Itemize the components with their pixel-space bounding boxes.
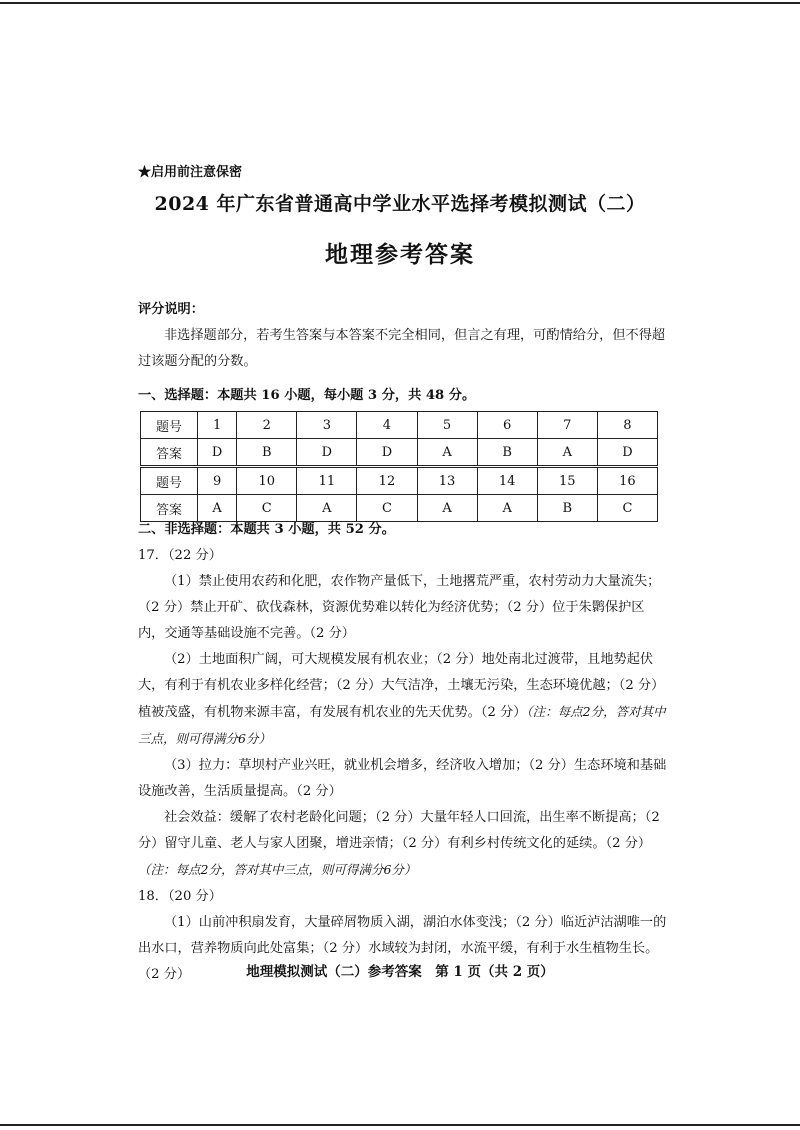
q18-label: 18．（20 分） bbox=[138, 889, 222, 904]
answer-cell: A bbox=[417, 439, 477, 467]
section1-heading: 一、选择题：本题共 16 小题，每小题 3 分，共 48 分。 bbox=[138, 388, 476, 403]
answer-cell: B bbox=[537, 495, 597, 522]
top-border-line bbox=[0, 2, 800, 4]
answer-cell: A bbox=[417, 495, 477, 522]
q18-part1: （1）山前冲积扇发育，大量碎屑物质入湖，湖泊水体变浅；（2 分）临近泸沽湖唯一的出水口，营养物质向此处富集；（2 分）水域较为封闭，水流平缓，有利于水生植物生长。（2 分） bbox=[138, 915, 667, 982]
answer-cell: C bbox=[357, 495, 417, 522]
question-number: 3 bbox=[297, 412, 357, 439]
row-label-number: 题号 bbox=[141, 412, 198, 439]
question-number: 12 bbox=[357, 467, 417, 495]
question-number: 9 bbox=[198, 467, 237, 495]
q17-part3: （3）拉力：草坝村产业兴旺，就业机会增多，经济收入增加；（2 分）生态环境和基础设施改善，生活质量提高。（2 分） bbox=[138, 758, 667, 799]
question-number: 15 bbox=[537, 467, 597, 495]
q17-part2-note: （注：每点2分，答对其中三点，则可得满分6分） bbox=[138, 704, 666, 746]
question-number: 4 bbox=[357, 412, 417, 439]
question-number: 16 bbox=[597, 467, 657, 495]
answer-cell: A bbox=[297, 495, 357, 522]
exam-title: 2024 年广东省普通高中学业水平选择考模拟测试（二） bbox=[154, 193, 646, 215]
q17-social-text: 社会效益：缓解了农村老龄化问题；（2 分）大量年轻人口回流，出生率不断提高；（2 分）留守儿童、老人与家人团聚，增进亲情；（2 分）有利乡村传统文化的延续。（2 分） bbox=[138, 810, 660, 851]
question-number: 8 bbox=[597, 412, 657, 439]
question-number: 5 bbox=[417, 412, 477, 439]
question-number: 1 bbox=[198, 412, 237, 439]
question-number: 6 bbox=[477, 412, 537, 439]
section2-heading: 二、非选择题：本题共 3 小题，共 52 分。 bbox=[138, 522, 395, 537]
answer-key-title: 地理参考答案 bbox=[325, 241, 475, 268]
answer-cell: B bbox=[477, 439, 537, 467]
question-number: 13 bbox=[417, 467, 477, 495]
q17-part2 bbox=[138, 647, 670, 753]
answer-cell: D bbox=[357, 439, 417, 467]
answer-cell: C bbox=[597, 495, 657, 522]
table-row bbox=[141, 439, 658, 467]
row-label-answer: 答案 bbox=[141, 439, 198, 467]
answer-cell: D bbox=[297, 439, 357, 467]
q17-part1: （1）禁止使用农药和化肥，农作物产量低下，土地撂荒严重，农村劳动力大量流失；（2 分）禁止开矿、砍伐森林，资源优势难以转化为经济优势；（2 分）位于朱鹮保护区内，交通等基础设施不完善。（2 分） bbox=[138, 574, 661, 641]
answer-cell: A bbox=[537, 439, 597, 467]
scoring-note-block bbox=[138, 297, 670, 375]
section2-block bbox=[138, 517, 670, 988]
answer-table bbox=[140, 411, 658, 522]
answer-cell: A bbox=[477, 495, 537, 522]
row-label-answer: 答案 bbox=[141, 495, 198, 522]
page-footer: 地理模拟测试（二）参考答案 第 1 页（共 2 页） bbox=[246, 964, 554, 980]
answer-cell: B bbox=[237, 439, 297, 467]
q17-part2-text: （2）土地面积广阔，可大规模发展有机农业；（2 分）地处南北过渡带，且地势起伏大，有利于有机农业多样化经营；（2 分）大气洁净，土壤无污染，生态环境优越；（2 分）植被茂盛，有机物来源丰富，有发展有机农业的先天优势。（2 分） bbox=[138, 652, 665, 720]
confidential-notice: ★启用前注意保密 bbox=[138, 165, 243, 180]
scoring-note-text: 非选择题部分，若考生答案与本答案不完全相同，但言之有理，可酌情给分，但不得超过该题分配的分数。 bbox=[138, 328, 666, 369]
scoring-note-heading: 评分说明： bbox=[138, 302, 204, 317]
answer-cell: C bbox=[237, 495, 297, 522]
question-number: 11 bbox=[297, 467, 357, 495]
answer-cell: D bbox=[198, 439, 237, 467]
q17-label: 17．（22 分） bbox=[138, 548, 222, 563]
question-number: 10 bbox=[237, 467, 297, 495]
table-row bbox=[141, 412, 658, 439]
bottom-border-line bbox=[0, 1124, 800, 1126]
answer-cell: A bbox=[198, 495, 237, 522]
row-label-number: 题号 bbox=[141, 467, 198, 495]
question-number: 2 bbox=[237, 412, 297, 439]
q17-part3-social bbox=[138, 805, 670, 884]
question-number: 7 bbox=[537, 412, 597, 439]
answer-cell: D bbox=[597, 439, 657, 467]
question-number: 14 bbox=[477, 467, 537, 495]
table-row bbox=[141, 467, 658, 495]
q17-social-note: （注：每点2分，答对其中三点，则可得满分6分） bbox=[138, 862, 417, 877]
